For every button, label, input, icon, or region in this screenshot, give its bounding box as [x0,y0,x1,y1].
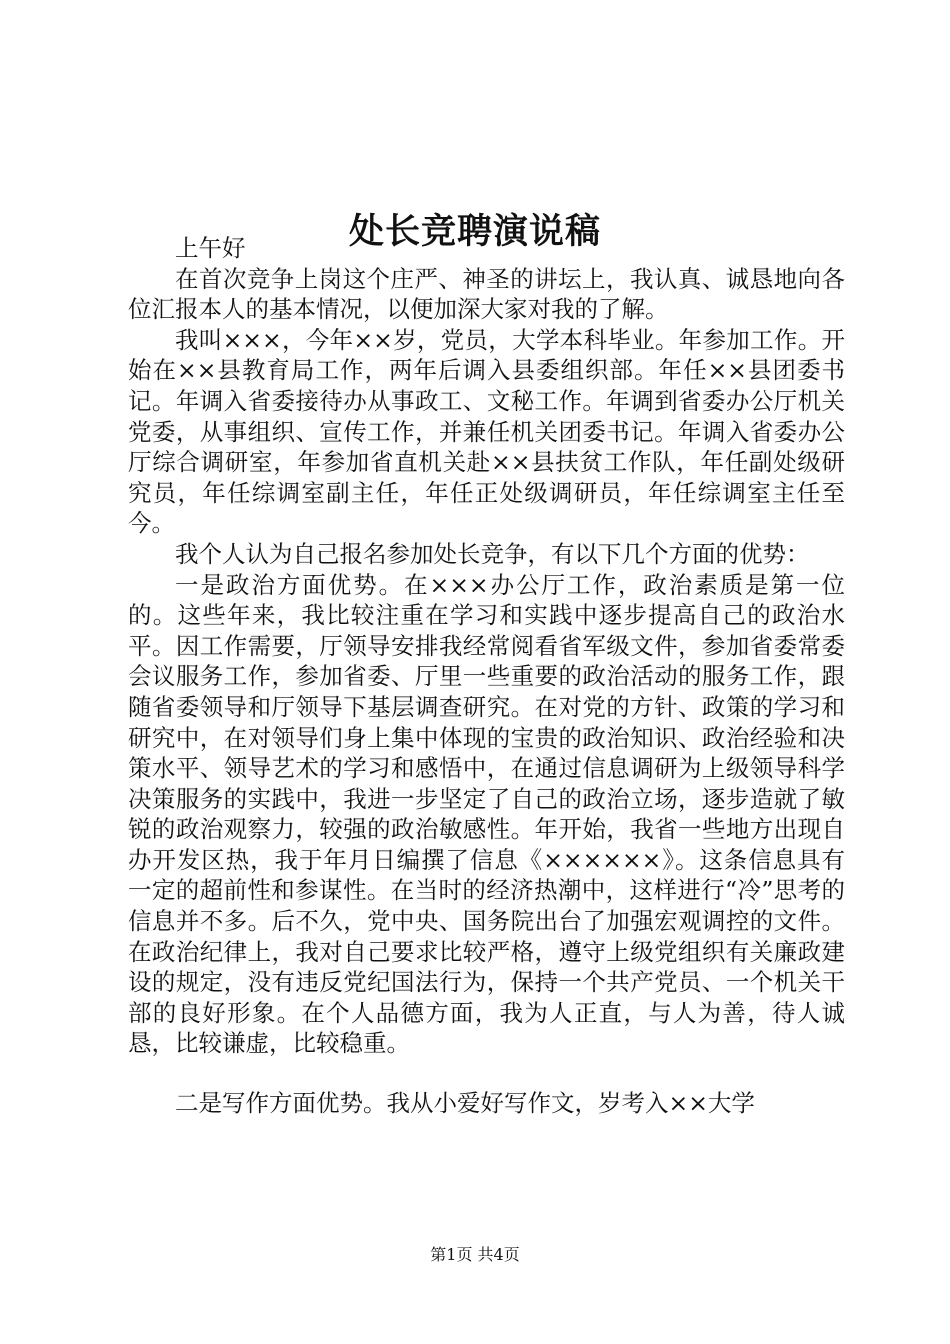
intro-paragraph: 在首次竞争上岗这个庄严、神圣的讲坛上，我认真、诚恳地向各位汇报本人的基本情况，以便加深大家对我的了解。 [128,264,845,324]
writing-advantage-paragraph: 二是写作方面优势。我从小爱好写作文，岁考入××大学 [175,1089,755,1118]
political-advantage-paragraph: 一是政治方面优势。在×××办公厅工作，政治素质是第一位的。这些年来，我比较注重在学习和实践中逐步提高自己的政治水平。因工作需要，厅领导安排我经常阅看省军级文件，参加省委常委会议服务工作，参加省委、厅里一些重要的政治活动的服务工作，跟随省委领导和厅领导下基层调查研究。在对党的方针、政策的学习和研究中，在对领导们身上集中体现的宝贵的政治知识、政治经验和决策水平、领导艺术的学习和感悟中，在通过信息调研为上级领导科学决策服务的实践中，我进一步坚定了自己的政治立场，逐步造就了敏锐的政治观察力，较强的政治敏感性。年开始，我省一些地方出现自办开发区热，我于年月日编撰了信息《××××××》。这条信息具有一定的超前性和参谋性。在当时的经济热潮中，这样进行“冷”思考的信息并不多。后不久，党中央、国务院出台了加强宏观调控的文件。在政治纪律上，我对自己要求比较严格，遵守上级党组织有关廉政建设的规定，没有违反党纪国法行为，保持一个共产党员、一个机关干部的良好形象。在个人品德方面，我为人正直，与人为善，待人诚恳，比较谦虚，比较稳重。 [128,570,845,1058]
document-title: 处长竞聘演说稿 [348,211,601,253]
biography-paragraph: 我叫×××，今年××岁，党员，大学本科毕业。年参加工作。开始在××县教育局工作，两年后调入县委组织部。年任××县团委书记。年调入省委接待办从事政工、文秘工作。年调到省委办公厅机关党委，从事组织、宣传工作，并兼任机关团委书记。年调入省委办公厅综合调研室，年参加省直机关赴××县扶贫工作队，年任副处级研究员，年任综调室副主任，年任正处级调研员，年任综调室主任至今。 [128,325,845,538]
document-body [128,233,845,1119]
advantages-intro-paragraph: 我个人认为自己报名参加处长竞争，有以下几个方面的优势： [175,539,810,568]
page-footer: 第1页 共4页 [430,1245,520,1264]
greeting-paragraph: 上午好 [175,234,246,262]
